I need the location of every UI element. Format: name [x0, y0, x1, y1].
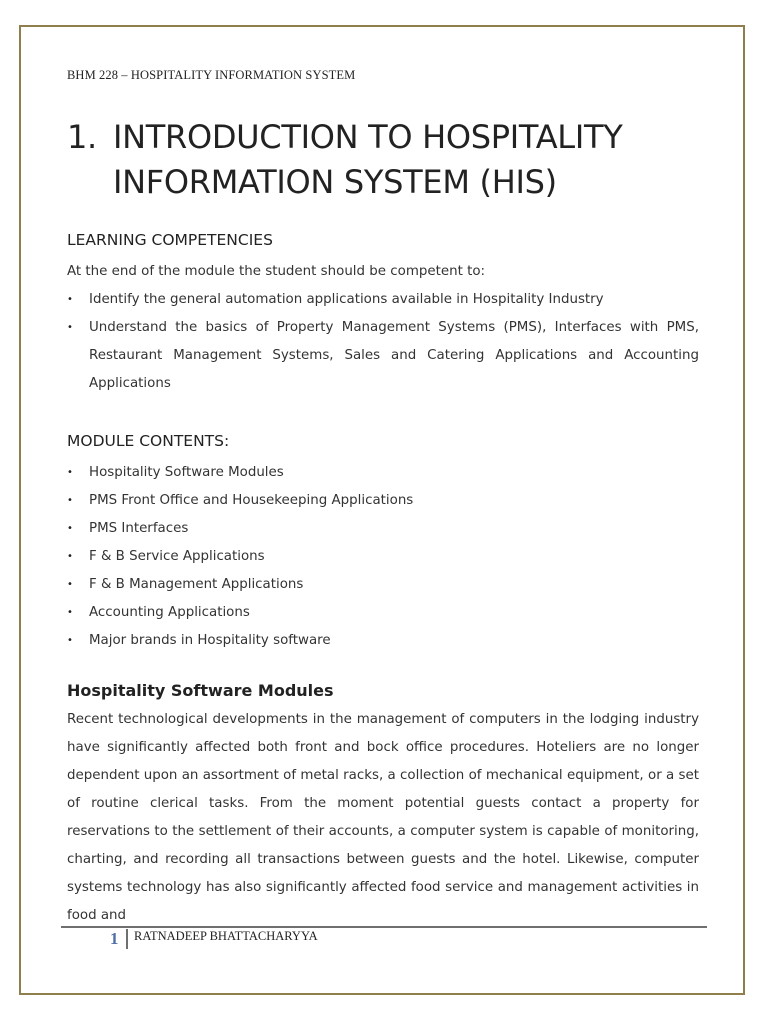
list-item-text: Accounting Applications — [89, 605, 250, 620]
list-item — [67, 571, 699, 599]
document-header: BHM 228 – HOSPITALITY INFORMATION SYSTEM — [67, 68, 356, 82]
list-item-text: Hospitality Software Modules — [89, 465, 284, 480]
footer-divider — [126, 929, 128, 949]
list-item-text: Understand the basics of Property Management Systems (PMS), Interfaces with PMS, Restaurant Management Systems, Sales and Catering Applications and Accounting Applications — [89, 320, 699, 391]
list-item — [67, 627, 699, 655]
footer-rule — [61, 926, 707, 928]
learning-competencies-intro: At the end of the module the student should be competent to: — [67, 264, 486, 279]
list-item-text: PMS Front Office and Housekeeping Applications — [89, 493, 414, 508]
learning-competencies-list — [67, 286, 699, 398]
list-item — [67, 487, 699, 515]
list-item-text: PMS Interfaces — [89, 521, 189, 536]
software-modules-paragraph: Recent technological developments in the management of computers in the lodging industry have significantly affected both front and bock office procedures. Hoteliers are no longer dependent upon an assortment of metal racks, a collection of mechanical equipment, or a set of routine clerical tasks. From the moment potential guests contact a property for reservations to the settlement of their accounts, a computer system is capable of monitoring, charting, and recording all transactions between guests and the hotel. Likewise, computer systems technology has also significantly affected food service and management activities in food and — [67, 712, 699, 923]
bullet-icon: • — [67, 579, 73, 590]
bullet-icon: • — [67, 467, 73, 478]
bullet-icon: • — [67, 551, 73, 562]
bullet-icon: • — [67, 607, 73, 618]
bullet-icon: • — [67, 495, 73, 506]
page-number: 1 — [110, 929, 119, 948]
list-item — [67, 459, 699, 487]
learning-competencies-heading: LEARNING COMPETENCIES — [67, 231, 273, 249]
page-title — [67, 115, 707, 205]
module-contents-list — [67, 459, 699, 655]
list-item — [67, 286, 699, 314]
list-item-text: Identify the general automation applications available in Hospitality Industry — [89, 292, 604, 307]
list-item — [67, 515, 699, 543]
footer-author: RATNADEEP BHATTACHARYYA — [134, 929, 318, 943]
title-text: INTRODUCTION TO HOSPITALITY INFORMATION SYSTEM (HIS) — [113, 118, 623, 201]
title-number: 1. — [67, 118, 97, 156]
bullet-icon: • — [67, 635, 73, 646]
list-item-text: F & B Service Applications — [89, 549, 265, 564]
list-item — [67, 314, 699, 398]
bullet-icon: • — [67, 523, 73, 534]
software-modules-heading: Hospitality Software Modules — [67, 681, 334, 700]
bullet-icon: • — [67, 294, 73, 305]
list-item-text: Major brands in Hospitality software — [89, 633, 331, 648]
list-item — [67, 599, 699, 627]
module-contents-heading: MODULE CONTENTS: — [67, 432, 230, 450]
list-item-text: F & B Management Applications — [89, 577, 304, 592]
bullet-icon: • — [67, 322, 73, 333]
list-item — [67, 543, 699, 571]
